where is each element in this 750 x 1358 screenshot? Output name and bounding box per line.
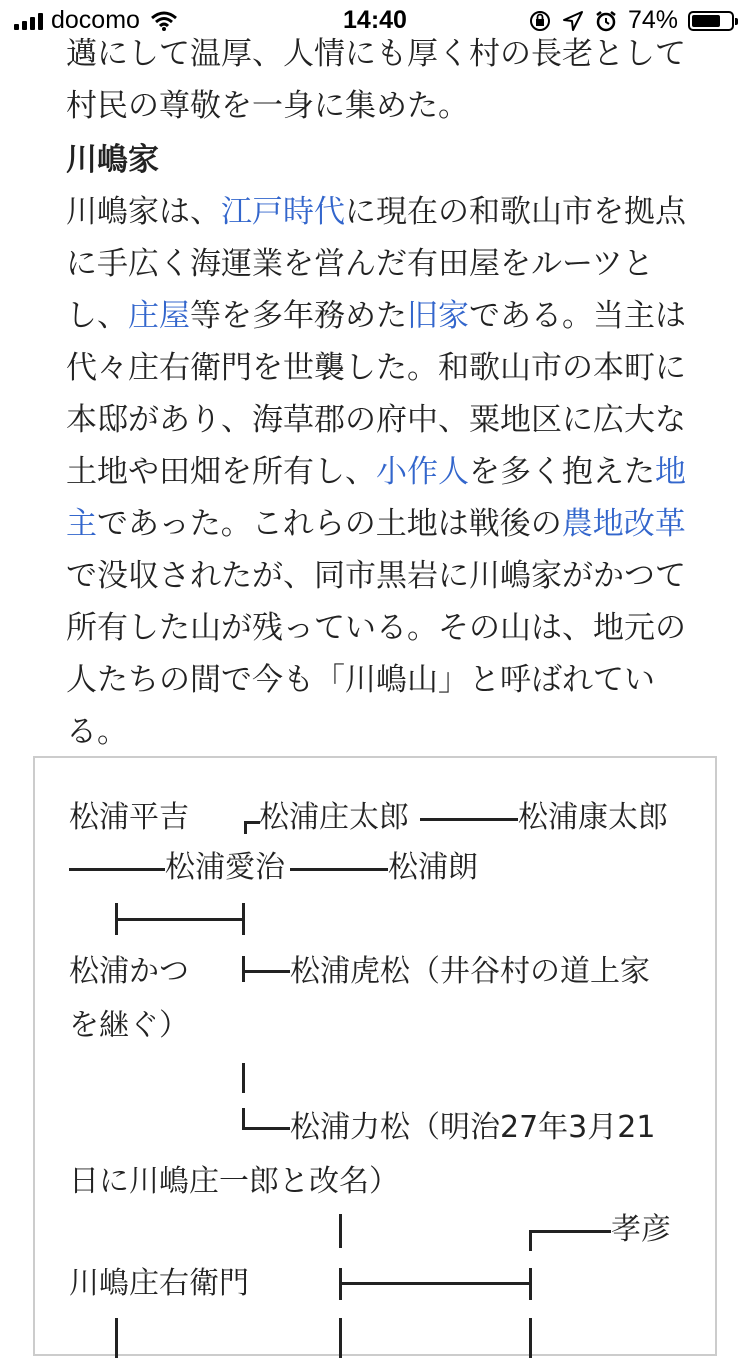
text: を多く抱えた: [469, 454, 655, 490]
text: であった。これらの土地は戦後の: [97, 506, 562, 542]
tree-name: 松浦康太郎: [518, 800, 668, 835]
tree-connector: [242, 1063, 245, 1093]
carrier-name: docomo: [51, 6, 140, 34]
battery-fill: [692, 15, 720, 27]
tree-connector: [339, 1214, 342, 1248]
text: 所有した山が残っている。その山は、地元の: [66, 610, 686, 646]
text: 人たちの間で今も「川嶋山」と呼ばれてい: [66, 662, 655, 698]
status-time: 14:40: [343, 6, 407, 34]
tree-connector: [339, 1318, 342, 1358]
tree-connector: [529, 1230, 611, 1233]
link-jinushi[interactable]: 地: [655, 454, 686, 490]
section-heading: 川嶋家: [66, 142, 159, 178]
text: 川嶋家は、: [66, 194, 221, 230]
tree-connector: [242, 956, 245, 982]
link-nochikaikaku[interactable]: 農地改革: [561, 506, 686, 542]
tree-connector: [242, 1127, 290, 1130]
tree-connector: [290, 868, 388, 871]
text: 等を多年務めた: [190, 298, 407, 334]
link-kosakunin[interactable]: 小作人: [376, 454, 469, 490]
text: 代々庄右衛門を世襲した。和歌山市の本町に: [66, 350, 686, 386]
tree-name: 松浦虎松（井谷村の道上家: [290, 954, 650, 989]
tree-connector: [339, 1282, 532, 1285]
tree-connector: [529, 1268, 532, 1300]
text: 土地や田畑を所有し、: [66, 454, 376, 490]
body-paragraph: [66, 186, 716, 758]
battery-percent: 74%: [627, 6, 678, 34]
intro-line: 邁にして温厚、人情にも厚く村の長老として: [66, 36, 686, 72]
text: に現在の和歌山市を拠点: [345, 194, 686, 230]
tree-connector: [69, 868, 165, 871]
tree-name: 松浦庄太郎: [259, 800, 409, 835]
article-content: [66, 28, 716, 758]
link-jinushi[interactable]: 主: [66, 506, 97, 542]
tree-connector: [529, 1231, 532, 1251]
tree-connector: [115, 1318, 118, 1358]
text: に手広く海運業を営んだ有田屋をルーツと: [66, 246, 654, 282]
intro-paragraph: [66, 28, 716, 132]
tree-name: 日に川嶋庄一郎と改名）: [69, 1164, 399, 1199]
tree-connector: [242, 903, 245, 935]
tree-connector: [115, 918, 245, 921]
tree-name: 松浦力松（明治27年3月21: [290, 1110, 656, 1145]
text: る。: [66, 714, 128, 750]
intro-line: 村民の尊敬を一身に集めた。: [66, 88, 469, 124]
tree-name: 松浦愛治: [165, 850, 285, 885]
tree-name: 松浦平吉: [69, 800, 189, 835]
text: である。当主は: [469, 298, 686, 334]
tree-connector: [529, 1318, 532, 1358]
link-edo-period[interactable]: 江戸時代: [221, 194, 345, 230]
tree-name: 孝彦: [611, 1212, 671, 1247]
tree-name: 松浦朗: [388, 850, 478, 885]
text: で没収されたが、同市黒岩に川嶋家がかつて: [66, 558, 686, 594]
tree-connector: [242, 970, 290, 973]
tree-connector: [244, 821, 260, 824]
text: 本邸があり、海草郡の府中、粟地区に広大な: [66, 402, 686, 438]
text: し、: [66, 298, 128, 334]
link-kyuka[interactable]: 旧家: [407, 298, 469, 334]
tree-name: 川嶋庄右衛門: [69, 1266, 249, 1301]
tree-name: を継ぐ）: [69, 1008, 189, 1043]
family-tree-box: [33, 756, 717, 1356]
tree-connector: [420, 818, 518, 821]
tree-name: 松浦かつ: [69, 954, 189, 989]
link-shoya[interactable]: 庄屋: [128, 298, 190, 334]
